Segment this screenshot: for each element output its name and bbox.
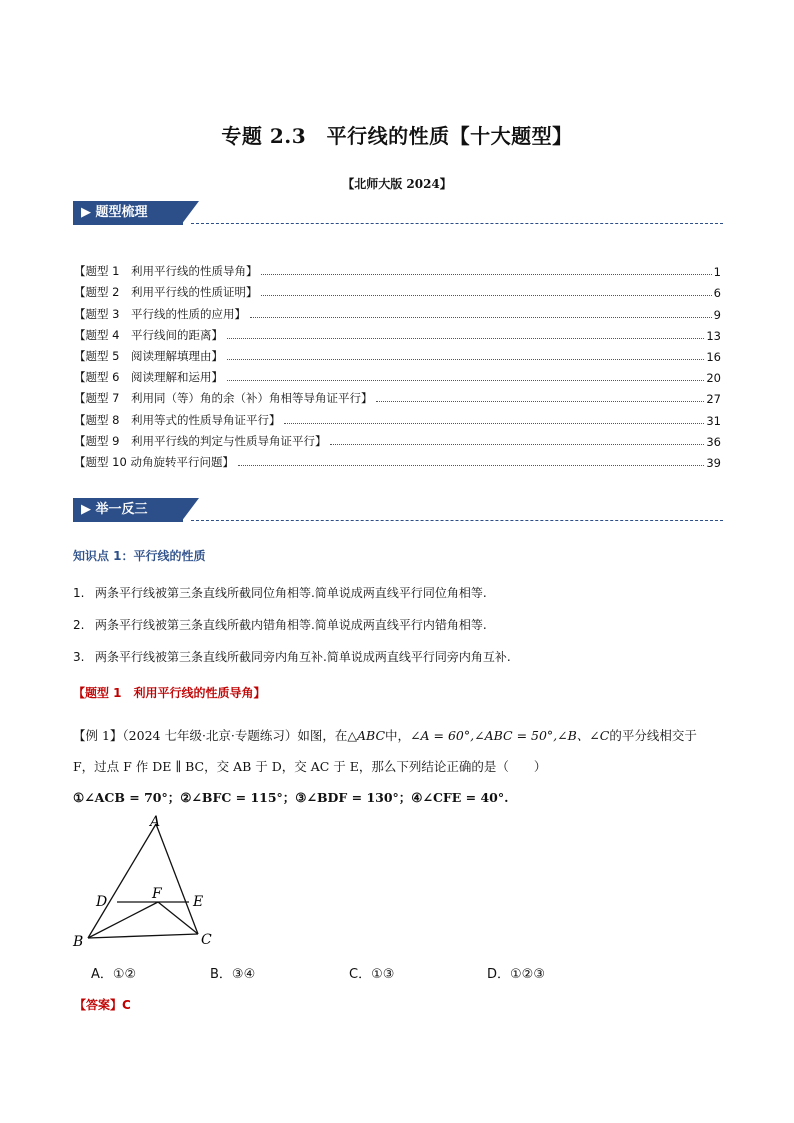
option-d[interactable]: D．①②③ [487, 967, 545, 982]
example-line-3: ①∠ACB = 70°；②∠BFC = 115°；③∠BDF = 130°；④∠CFE = 40°. [73, 790, 509, 805]
banner-rule [191, 223, 723, 224]
vertex-label-c: C [201, 932, 212, 948]
vertex-label-f: F [152, 886, 162, 902]
banner-label: ▶ 题型梳理 [73, 201, 183, 225]
vertex-label-b: B [73, 934, 84, 950]
banner-tail [181, 498, 199, 522]
toc-item[interactable]: 【题型 5 阅读理解填理由】 16 [74, 348, 721, 364]
option-c[interactable]: C．①③ [349, 967, 395, 982]
toc-item[interactable]: 【题型 1 利用平行线的性质导角】 1 [74, 264, 721, 280]
vertex-label-a: A [150, 814, 161, 830]
toc-item[interactable]: 【题型 4 平行线间的距离】 13 [74, 327, 721, 343]
question-type-heading: 【题型 1 利用平行线的性质导角】 [73, 686, 266, 700]
property-rule: 2. 两条平行线被第三条直线所截内错角相等.简单说成两直线平行内错角相等. [73, 618, 487, 632]
section-banner-overview [73, 201, 723, 225]
section-banner-examples [73, 498, 723, 522]
toc-item[interactable]: 【题型 9 利用平行线的判定与性质导角证平行】 36 [74, 433, 721, 449]
toc-item[interactable]: 【题型 6 阅读理解和运用】 20 [74, 370, 721, 386]
vertex-label-e: E [193, 894, 204, 910]
answer-label: 【答案】C [74, 998, 131, 1012]
toc-item[interactable]: 【题型 7 利用同（等）角的余（补）角相等导角证平行】 27 [74, 391, 721, 407]
edition-subtitle: 【北师大版 2024】 [342, 177, 452, 191]
option-a[interactable]: A．①② [91, 967, 137, 982]
property-rule: 3. 两条平行线被第三条直线所截同旁内角互补.简单说成两直线平行同旁内角互补. [73, 650, 511, 664]
example-problem [73, 720, 723, 813]
toc-item[interactable]: 【题型 10 动角旋转平行问题】 39 [74, 454, 721, 470]
triangle-figure [70, 812, 230, 952]
example-line-2: F，过点 F 作 DE ∥ BC，交 AB 于 D，交 AC 于 E，那么下列结论正确的是（ ） [73, 759, 547, 774]
banner-label: ▶ 举一反三 [73, 498, 183, 522]
option-b[interactable]: B．③④ [210, 967, 256, 982]
banner-tail [181, 201, 199, 225]
property-rule: 1. 两条平行线被第三条直线所截同位角相等.简单说成两直线平行同位角相等. [73, 586, 487, 600]
knowledge-point-heading: 知识点 1：平行线的性质 [73, 549, 206, 563]
banner-rule [191, 520, 723, 521]
vertex-label-d: D [96, 894, 108, 910]
toc-item[interactable]: 【题型 8 利用等式的性质导角证平行】 31 [74, 412, 721, 428]
page-title: 专题 2.3 平行线的性质【十大题型】 [221, 124, 573, 148]
toc-item[interactable]: 【题型 3 平行线的性质的应用】 9 [74, 306, 721, 322]
example-line-1: 【例 1】（2024 七年级·北京·专题练习）如图，在△ABC中，∠A = 60°,∠ABC = 50°,∠B、∠C的平分线相交于 [73, 728, 697, 743]
toc-item[interactable]: 【题型 2 利用平行线的性质证明】 6 [74, 285, 721, 301]
table-of-contents [74, 258, 721, 470]
